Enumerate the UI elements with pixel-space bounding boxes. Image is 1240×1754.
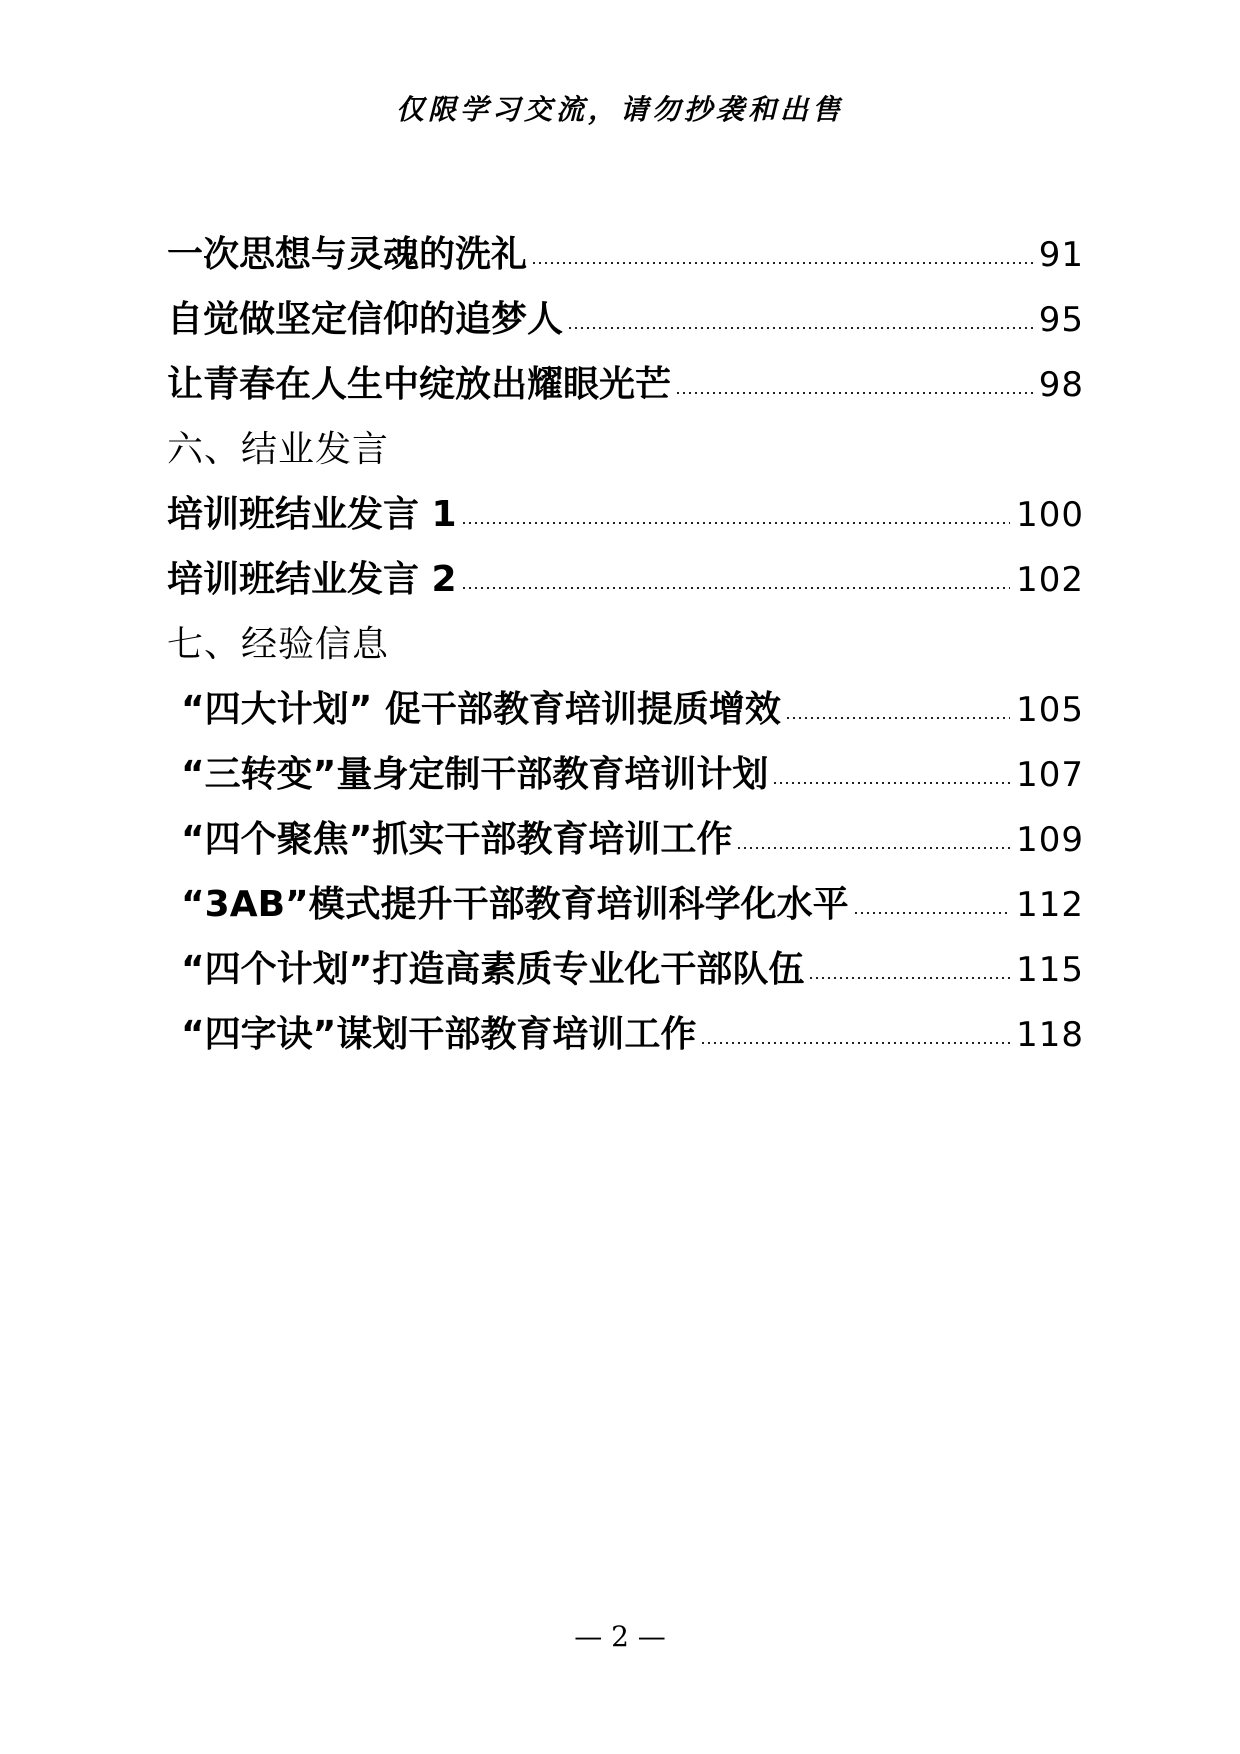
toc-entry-page: 107 — [1016, 754, 1084, 795]
toc-section-heading — [167, 612, 1084, 677]
toc-entry-title: 让青春在人生中绽放出耀眼光芒 — [167, 363, 672, 405]
toc-entry[interactable] — [167, 222, 1084, 287]
toc-entry-title: “三转变”量身定制干部教育培训计划 — [181, 753, 769, 795]
toc-entry-title: “3AB”模式提升干部教育培训科学化水平 — [181, 883, 849, 925]
toc-entry-title: 培训班结业发言 1 — [167, 493, 457, 535]
toc-entry[interactable] — [167, 937, 1084, 1002]
toc-entry-title: “四个聚焦”抓实干部教育培训工作 — [181, 818, 733, 860]
toc-entry-title: “四大计划” 促干部教育培训提质增效 — [181, 688, 781, 730]
dot-leader — [531, 258, 1033, 268]
dot-leader — [567, 323, 1033, 333]
section-title: 七、经验信息 — [167, 623, 390, 665]
toc-entry-page: 95 — [1038, 299, 1084, 340]
toc-entry[interactable] — [167, 807, 1084, 872]
toc-entry-title: “四字诀”谋划干部教育培训工作 — [181, 1013, 697, 1055]
toc-entry[interactable] — [167, 1002, 1084, 1067]
toc-entry[interactable] — [167, 352, 1084, 417]
dot-leader — [736, 843, 1010, 853]
toc-entry-page: 118 — [1016, 1014, 1084, 1055]
dot-leader — [700, 1038, 1010, 1048]
toc-entry[interactable] — [167, 872, 1084, 937]
toc-entry-page: 109 — [1016, 819, 1084, 860]
toc-entry-title: 自觉做坚定信仰的追梦人 — [167, 298, 564, 340]
toc-entry-title: 培训班结业发言 2 — [167, 558, 457, 600]
dot-leader — [808, 973, 1010, 983]
table-of-contents — [167, 222, 1084, 1067]
page-number: — 2 — — [574, 1620, 666, 1653]
toc-entry-page: 105 — [1016, 689, 1084, 730]
dot-leader — [675, 388, 1033, 398]
toc-entry-title: 一次思想与灵魂的洗礼 — [167, 233, 528, 275]
toc-entry-page: 112 — [1016, 884, 1084, 925]
dot-leader — [853, 908, 1010, 918]
toc-entry-page: 100 — [1016, 494, 1084, 535]
copyright-notice: 仅限学习交流，请勿抄袭和出售 — [395, 93, 844, 126]
toc-entry[interactable] — [167, 287, 1084, 352]
toc-entry[interactable] — [167, 742, 1084, 807]
dot-leader — [785, 713, 1010, 723]
toc-entry[interactable] — [167, 482, 1084, 547]
toc-entry-page: 91 — [1038, 234, 1084, 275]
toc-entry-title: “四个计划”打造高素质专业化干部队伍 — [181, 948, 805, 990]
section-title: 六、结业发言 — [167, 428, 390, 470]
toc-entry-page: 98 — [1038, 364, 1084, 405]
dot-leader — [772, 778, 1010, 788]
toc-entry-page: 102 — [1016, 559, 1084, 600]
toc-section-heading — [167, 417, 1084, 482]
dot-leader — [461, 518, 1011, 528]
toc-entry[interactable] — [167, 547, 1084, 612]
toc-entry-page: 115 — [1016, 949, 1084, 990]
toc-entry[interactable] — [167, 677, 1084, 742]
dot-leader — [461, 583, 1011, 593]
